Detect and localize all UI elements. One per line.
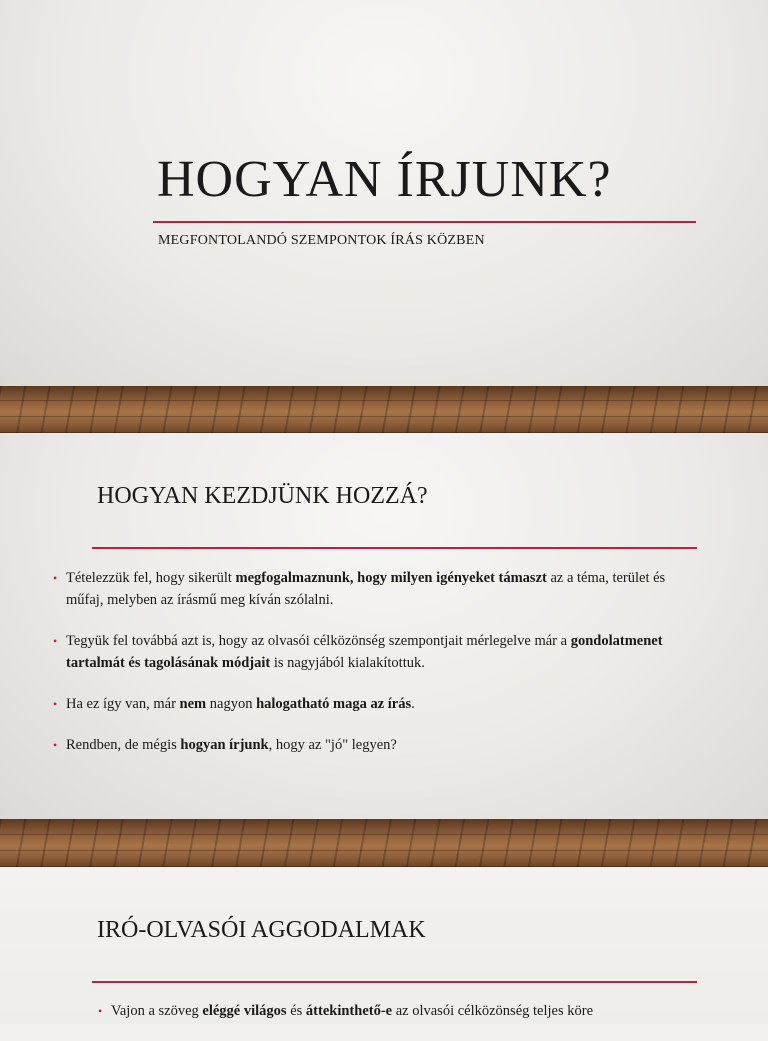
list-item: • Vajon a szöveg eléggé világos és áttekinthető-e az olvasói célközönség teljes köre — [98, 1000, 718, 1022]
list-item: • Ha ez így van, már nem nagyon halogatható maga az írás. — [53, 693, 693, 715]
wooden-floor — [0, 386, 768, 433]
title-underline — [153, 221, 696, 223]
title-underline — [92, 547, 697, 549]
bullet-dot-icon: • — [53, 634, 58, 648]
bullet-dot-icon: • — [53, 571, 58, 585]
slide-subtitle: MEGFONTOLANDÓ SZEMPONTOK ÍRÁS KÖZBEN — [158, 233, 485, 248]
bullet-dot-icon: • — [53, 697, 58, 711]
slide-title: IRÓ-OLVASÓI AGGODALMAK — [97, 917, 426, 943]
list-item: • Tételezzük fel, hogy sikerült megfogalmaznunk, hogy milyen igényeket támaszt az a téma, terület és műfaj, melyben az írásmű meg kíván szólalni. — [53, 567, 693, 611]
bullet-dot-icon: • — [98, 1004, 103, 1018]
bullet-list — [53, 567, 693, 775]
title-underline — [92, 981, 697, 983]
bullet-dot-icon: • — [53, 738, 58, 752]
slide-1 — [0, 0, 768, 433]
list-item: • Rendben, de mégis hogyan írjunk, hogy az "jó" legyen? — [53, 734, 693, 756]
slide-title: HOGYAN ÍRJUNK? — [157, 151, 612, 208]
bullet-list — [98, 1000, 718, 1041]
slide-title: HOGYAN KEZDJÜNK HOZZÁ? — [97, 483, 428, 509]
wooden-floor — [0, 819, 768, 867]
list-item: • Tegyük fel továbbá azt is, hogy az olvasói célközönség szempontjait mérlegelve már a gondolatmenet tartalmát és tagolásának módjait is nagyjából kialakítottuk. — [53, 630, 693, 674]
